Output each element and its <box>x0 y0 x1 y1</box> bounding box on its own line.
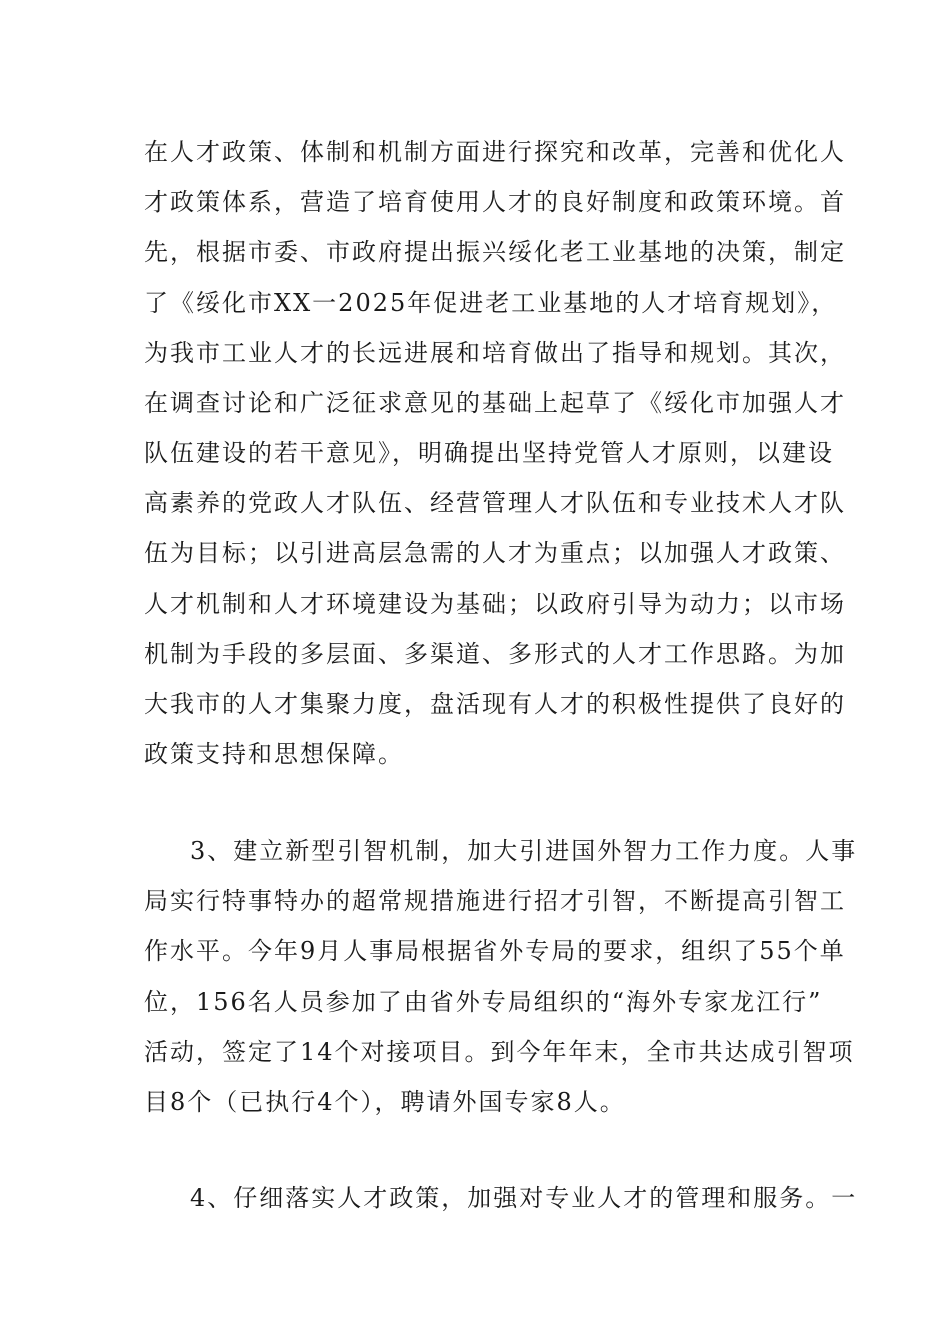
text-line: 伍为目标；以引进高层急需的人才为重点；以加强人才政策、 <box>144 539 846 567</box>
text-line: 在调查讨论和广泛征求意见的基础上起草了《绥化市加强人才 <box>144 389 846 417</box>
text-line: 活动，签定了14个对接项目。到今年年末，全市共达成引智项 <box>144 1038 855 1066</box>
text-line: 人才机制和人才环境建设为基础；以政府引导为动力；以市场 <box>144 590 846 618</box>
text-line: 4、仔细落实人才政策，加强对专业人才的管理和服务。一 <box>190 1184 858 1212</box>
text-line: 局实行特事特办的超常规措施进行招才引智，不断提高引智工 <box>144 887 846 915</box>
text-line: 目8个（已执行4个），聘请外国专家8人。 <box>144 1088 626 1116</box>
text-line: 先，根据市委、市政府提出振兴绥化老工业基地的决策，制定 <box>144 238 846 266</box>
text-line: 在人才政策、体制和机制方面进行探究和改革，完善和优化人 <box>144 138 846 166</box>
text-line: 政策支持和思想保障。 <box>144 740 404 768</box>
text-line: 机制为手段的多层面、多渠道、多形式的人才工作思路。为加 <box>144 640 846 668</box>
text-line: 为我市工业人才的长远进展和培育做出了指导和规划。其次， <box>144 339 846 367</box>
text-line: 位，156名人员参加了由省外专局组织的“海外专家龙江行” <box>144 988 823 1016</box>
text-line: 才政策体系，营造了培育使用人才的良好制度和政策环境。首 <box>144 188 846 216</box>
text-line: 作水平。今年9月人事局根据省外专局的要求，组织了55个单 <box>144 937 846 965</box>
text-line: 高素养的党政人才队伍、经营管理人才队伍和专业技术人才队 <box>144 489 846 517</box>
text-line: 队伍建设的若干意见》，明确提出坚持党管人才原则，以建设 <box>144 439 834 467</box>
text-line: 3、建立新型引智机制，加大引进国外智力工作力度。人事 <box>190 837 858 865</box>
text-line: 大我市的人才集聚力度，盘活现有人才的积极性提供了良好的 <box>144 690 846 718</box>
text-line: 了《绥化市XX一2025年促进老工业基地的人才培育规划》， <box>144 289 838 317</box>
